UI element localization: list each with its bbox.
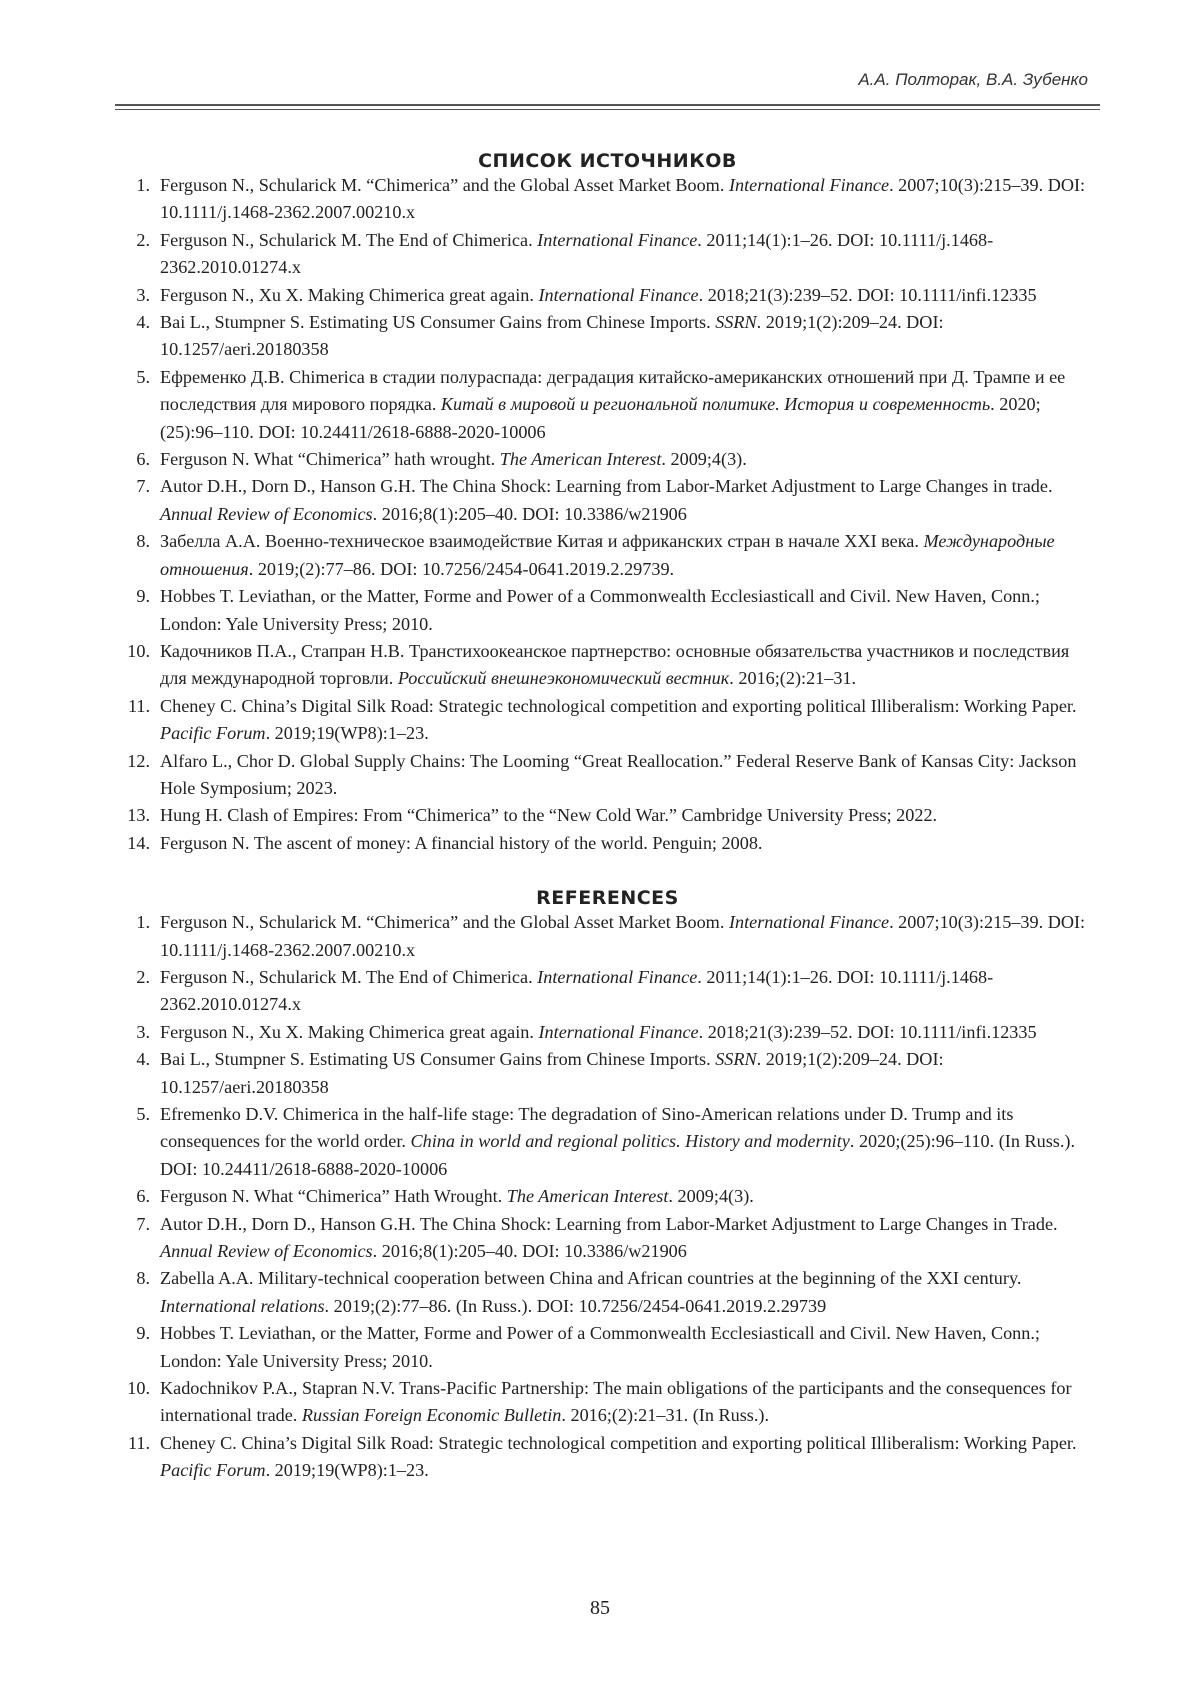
reference-text bbox=[160, 1104, 1075, 1179]
reference-item bbox=[120, 309, 1095, 364]
reference-segment: Забелла А.А. Военно-техническое взаимодействие Китая и африканских стран в начале XXI века. bbox=[160, 531, 924, 552]
reference-source-title: Pacific Forum bbox=[160, 723, 266, 744]
reference-segment: . 2011;14(1):1–26. DOI: 10.1111/j.1468-2362.2010.01274.x bbox=[160, 966, 994, 1015]
reference-segment: Кадочников П.А., Стапран Н.В. Транстихоокеанское партнерство: основные обязательства участников и последствия для международной торговли. bbox=[160, 640, 1070, 689]
reference-segment: Cheney C. China’s Digital Silk Road: Strategic technological competition and exporting political Illiberalism: Working Paper. bbox=[160, 1432, 1077, 1453]
reference-text bbox=[160, 449, 747, 469]
reference-text bbox=[160, 285, 1037, 305]
page-number: 85 bbox=[590, 1597, 610, 1619]
reference-item bbox=[120, 364, 1095, 446]
reference-text bbox=[160, 230, 993, 277]
reference-text bbox=[160, 967, 993, 1014]
reference-number: 11. bbox=[127, 695, 150, 716]
reference-segment: Hobbes T. Leviathan, or the Matter, Forme and Power of a Commonwealth Ecclesiasticall and Civil. New Haven, Conn.; London: Yale University Press; 2010. bbox=[160, 586, 1040, 634]
reference-segment: . 2009;4(3). bbox=[668, 1186, 754, 1207]
reference-segment: . 2016;(2):21–31. (In Russ.). bbox=[561, 1405, 770, 1426]
reference-number: 9. bbox=[136, 1323, 150, 1344]
reference-segment: . 2019;1(2):209–24. DOI: 10.1257/aeri.20180358 bbox=[160, 1049, 944, 1097]
reference-segment: . 2019;19(WP8):1–23. bbox=[265, 1460, 429, 1481]
reference-segment: Autor D.H., Dorn D., Hanson G.H. The China Shock: Learning from Labor-Market Adjustment to Large Changes in Trade. bbox=[160, 1213, 1058, 1234]
reference-source-title: China in world and regional politics. History and modernity bbox=[410, 1131, 850, 1152]
section-title-sources-ru: СПИСОК ИСТОЧНИКОВ bbox=[478, 150, 737, 172]
reference-source-title: SSRN bbox=[715, 312, 757, 333]
reference-number: 7. bbox=[136, 476, 150, 497]
header-rule-thick bbox=[115, 104, 1100, 106]
reference-source-title: International Finance bbox=[728, 175, 890, 195]
reference-source-title: Международные отношения bbox=[160, 531, 1055, 579]
references-content bbox=[120, 150, 1095, 1485]
reference-number: 2. bbox=[136, 966, 150, 987]
reference-segment: Zabella A.A. Military-technical cooperation between China and African countries at the beginning of the XXI century. bbox=[160, 1268, 1022, 1289]
reference-segment: . 2019;(2):77–86. DOI: 10.7256/2454-0641.2019.2.29739. bbox=[248, 558, 675, 579]
reference-source-title: Russian Foreign Economic Bulletin bbox=[301, 1405, 562, 1426]
reference-number: 5. bbox=[136, 1104, 150, 1124]
reference-segment: Ferguson N., Schularick M. “Chimerica” and the Global Asset Market Boom. bbox=[160, 175, 729, 195]
reference-segment: . 2011;14(1):1–26. DOI: 10.1111/j.1468-2362.2010.01274.x bbox=[160, 229, 994, 278]
reference-segment: . 2016;(2):21–31. bbox=[729, 668, 857, 689]
reference-segment: . 2019;19(WP8):1–23. bbox=[265, 723, 429, 744]
reference-segment: Cheney C. China’s Digital Silk Road: Strategic technological competition and exporting political Illiberalism: Working Paper. bbox=[160, 695, 1077, 716]
reference-segment: . 2007;10(3):215–39. DOI: 10.1111/j.1468-2362.2007.00210.x bbox=[160, 175, 1086, 223]
reference-source-title: The American Interest bbox=[506, 1186, 669, 1207]
reference-item bbox=[120, 583, 1095, 638]
reference-item bbox=[120, 1183, 1095, 1210]
header-rule-thin bbox=[115, 109, 1100, 110]
reference-number: 6. bbox=[136, 1186, 150, 1207]
reference-text bbox=[160, 1186, 754, 1206]
reference-item bbox=[120, 1211, 1095, 1266]
reference-source-title: International Finance bbox=[728, 912, 890, 933]
reference-text bbox=[160, 312, 944, 359]
reference-text bbox=[160, 1323, 1040, 1370]
reference-item bbox=[120, 172, 1095, 227]
reference-item bbox=[120, 1019, 1095, 1046]
reference-segment: Ferguson N. The ascent of money: A financial history of the world. Penguin; 2008. bbox=[160, 832, 763, 853]
reference-segment: Ferguson N., Schularick M. The End of Chimerica. bbox=[160, 966, 538, 987]
reference-number: 12. bbox=[127, 750, 150, 771]
reference-text bbox=[160, 586, 1040, 633]
section-title-references-en: REFERENCES bbox=[536, 887, 679, 910]
reference-item bbox=[120, 1430, 1095, 1485]
reference-item bbox=[120, 1265, 1095, 1320]
reference-item bbox=[120, 802, 1095, 829]
reference-text bbox=[160, 912, 1085, 959]
reference-number: 6. bbox=[136, 449, 150, 470]
reference-segment: Ефременко Д.В. Chimerica в стадии полураспада: деградация китайско-американских отношений при Д. Трампе и ее последствия для мирового порядка. bbox=[160, 366, 1066, 415]
reference-text bbox=[160, 1049, 944, 1096]
reference-item bbox=[120, 446, 1095, 473]
reference-text bbox=[160, 1433, 1077, 1480]
reference-item bbox=[120, 638, 1095, 693]
reference-segment: . 2016;8(1):205–40. DOI: 10.3386/w21906 bbox=[372, 503, 687, 524]
running-header-authors: А.А. Полторак, В.А. Зубенко bbox=[858, 70, 1088, 89]
reference-source-title: International Finance bbox=[538, 1021, 699, 1042]
reference-number: 2. bbox=[136, 229, 150, 250]
reference-source-title: Annual Review of Economics bbox=[160, 1241, 373, 1262]
reference-segment: Ferguson N. What “Chimerica” hath wrought. bbox=[160, 449, 500, 470]
reference-source-title: Annual Review of Economics bbox=[160, 503, 373, 524]
reference-text bbox=[160, 1214, 1058, 1261]
reference-source-title: SSRN bbox=[715, 1049, 757, 1070]
reference-text bbox=[160, 751, 1076, 798]
reference-segment: Efremenko D.V. Chimerica in the half-life stage: The degradation of Sino-American relations under D. Trump and its consequences for the world order. bbox=[160, 1104, 1014, 1152]
reference-text bbox=[160, 641, 1069, 688]
reference-item bbox=[120, 693, 1095, 748]
reference-item bbox=[120, 1320, 1095, 1375]
reference-segment: Ferguson N., Schularick M. “Chimerica” and the Global Asset Market Boom. bbox=[160, 912, 729, 933]
reference-source-title: International Finance bbox=[537, 966, 698, 987]
reference-item bbox=[120, 282, 1095, 309]
reference-item bbox=[120, 909, 1095, 964]
section-gap bbox=[120, 857, 1095, 887]
reference-segment: Ferguson N., Xu X. Making Chimerica great again. bbox=[160, 284, 539, 305]
reference-segment: Ferguson N., Schularick M. The End of Chimerica. bbox=[160, 229, 538, 250]
reference-segment: . 2018;21(3):239–52. DOI: 10.1111/infi.12335 bbox=[698, 1021, 1037, 1042]
reference-item bbox=[120, 473, 1095, 528]
reference-number: 7. bbox=[136, 1213, 150, 1234]
reference-number: 9. bbox=[136, 586, 150, 607]
reference-source-title: International relations bbox=[160, 1295, 325, 1316]
reference-segment: Bai L., Stumpner S. Estimating US Consumer Gains from Chinese Imports. bbox=[160, 1049, 716, 1070]
reference-text bbox=[160, 1022, 1037, 1042]
reference-source-title: Pacific Forum bbox=[160, 1460, 266, 1481]
reference-number: 10. bbox=[127, 1378, 150, 1399]
reference-item bbox=[120, 964, 1095, 1019]
reference-number: 3. bbox=[136, 284, 150, 305]
reference-text bbox=[160, 833, 762, 853]
reference-source-title: The American Interest bbox=[499, 449, 662, 470]
reference-segment: Alfaro L., Chor D. Global Supply Chains: The Looming “Great Reallocation.” Federal Reserve Bank of Kansas City: Jackson Hole Symposium; 2023. bbox=[160, 750, 1077, 798]
reference-text bbox=[160, 1268, 1021, 1315]
reference-source-title: International Finance bbox=[538, 284, 699, 305]
reference-segment: Autor D.H., Dorn D., Hanson G.H. The China Shock: Learning from Labor-Market Adjustment to Large Changes in trade. bbox=[160, 476, 1053, 497]
reference-text bbox=[160, 175, 1085, 222]
reference-segment: . 2019;1(2):209–24. DOI: 10.1257/aeri.20180358 bbox=[160, 312, 944, 360]
reference-number: 3. bbox=[136, 1021, 150, 1042]
reference-item bbox=[120, 748, 1095, 803]
reference-segment: . 2020;(25):96–110. (In Russ.). DOI: 10.24411/2618-6888-2020-10006 bbox=[160, 1131, 1076, 1179]
reference-list-ru bbox=[120, 172, 1095, 857]
reference-number: 5. bbox=[136, 366, 150, 387]
reference-number: 11. bbox=[127, 1432, 150, 1453]
reference-segment: Hobbes T. Leviathan, or the Matter, Forme and Power of a Commonwealth Ecclesiasticall and Civil. New Haven, Conn.; London: Yale University Press; 2010. bbox=[160, 1323, 1040, 1371]
reference-number: 14. bbox=[127, 832, 150, 853]
reference-segment: . 2018;21(3):239–52. DOI: 10.1111/infi.12335 bbox=[698, 284, 1037, 305]
reference-text bbox=[160, 367, 1065, 442]
reference-item bbox=[120, 1046, 1095, 1101]
reference-item bbox=[120, 1101, 1095, 1183]
reference-segment: Kadochnikov P.A., Stapran N.V. Trans-Pacific Partnership: The main obligations of the participants and the consequences for international trade. bbox=[160, 1378, 1072, 1426]
reference-text bbox=[160, 476, 1053, 523]
reference-segment: . 2009;4(3). bbox=[661, 449, 747, 470]
reference-number: 13. bbox=[127, 805, 150, 826]
reference-number: 4. bbox=[136, 1049, 150, 1070]
reference-source-title: Китай в мировой и региональной политике. История и современность bbox=[440, 394, 991, 415]
reference-list-en bbox=[120, 909, 1095, 1485]
reference-source-title: Российский внешнеэкономический вестник bbox=[397, 668, 730, 689]
reference-number: 8. bbox=[136, 531, 150, 552]
reference-item bbox=[120, 1375, 1095, 1430]
reference-segment: . 2019;(2):77–86. (In Russ.). DOI: 10.7256/2454-0641.2019.2.29739 bbox=[324, 1295, 827, 1316]
reference-text bbox=[160, 805, 937, 825]
reference-text bbox=[160, 1378, 1072, 1425]
reference-item bbox=[120, 830, 1095, 857]
reference-segment: . 2016;8(1):205–40. DOI: 10.3386/w21906 bbox=[372, 1241, 687, 1262]
reference-item bbox=[120, 528, 1095, 583]
reference-text bbox=[160, 696, 1077, 743]
reference-segment: Ferguson N., Xu X. Making Chimerica great again. bbox=[160, 1021, 539, 1042]
reference-number: 1. bbox=[136, 912, 150, 933]
reference-number: 4. bbox=[136, 312, 150, 333]
reference-item bbox=[120, 227, 1095, 282]
reference-segment: Hung H. Clash of Empires: From “Chimerica” to the “New Cold War.” Cambridge University Press; 2022. bbox=[160, 805, 938, 826]
reference-number: 1. bbox=[136, 175, 150, 195]
reference-segment: . 2007;10(3):215–39. DOI: 10.1111/j.1468-2362.2007.00210.x bbox=[160, 912, 1086, 960]
reference-segment: Bai L., Stumpner S. Estimating US Consumer Gains from Chinese Imports. bbox=[160, 312, 716, 333]
reference-number: 10. bbox=[127, 640, 150, 661]
reference-source-title: International Finance bbox=[537, 229, 698, 250]
reference-segment: Ferguson N. What “Chimerica” Hath Wrought. bbox=[160, 1186, 507, 1207]
reference-segment: . 2020;(25):96–110. DOI: 10.24411/2618-6888-2020-10006 bbox=[160, 394, 1041, 442]
reference-text bbox=[160, 531, 1055, 578]
reference-number: 8. bbox=[136, 1268, 150, 1289]
